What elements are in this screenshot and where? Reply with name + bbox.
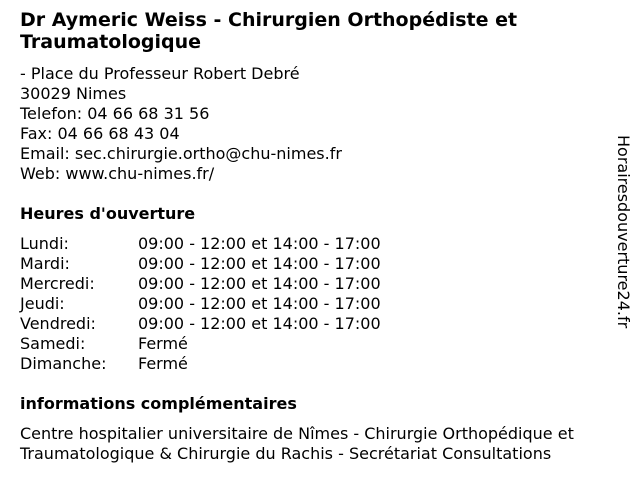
- time-value: 09:00 - 12:00 et 14:00 - 17:00: [138, 274, 381, 293]
- time-value: Fermé: [138, 334, 188, 353]
- time-value: 09:00 - 12:00 et 14:00 - 17:00: [138, 294, 381, 313]
- info-description: Centre hospitalier universitaire de Nîmes - Chirurgie Orthopédique et Traumatologique & Chirurgie du Rachis - Secrétariat Consultations: [20, 424, 574, 463]
- hours-row: [20, 234, 381, 254]
- time-value: Fermé: [138, 354, 188, 373]
- time-value: 09:00 - 12:00 et 14:00 - 17:00: [138, 314, 381, 333]
- phone-number: Telefon: 04 66 68 31 56: [20, 104, 210, 123]
- page-title: Dr Aymeric Weiss - Chirurgien Orthopédiste et Traumatologique: [20, 9, 518, 53]
- day-label: Mercredi:: [20, 274, 95, 293]
- time-value: 09:00 - 12:00 et 14:00 - 17:00: [138, 234, 381, 253]
- hours-row: [20, 294, 381, 314]
- day-label: Mardi:: [20, 254, 70, 273]
- day-label: Vendredi:: [20, 314, 96, 333]
- hours-row: [20, 274, 381, 294]
- time-value: 09:00 - 12:00 et 14:00 - 17:00: [138, 254, 381, 273]
- hours-row: [20, 334, 381, 354]
- day-label: Dimanche:: [20, 354, 107, 373]
- street-address: - Place du Professeur Robert Debré: [20, 64, 300, 83]
- hours-heading: Heures d'ouverture: [20, 204, 196, 223]
- side-watermark: Horairesdouverture24.fr: [614, 135, 633, 329]
- day-label: Jeudi:: [20, 294, 65, 313]
- website: Web: www.chu-nimes.fr/: [20, 164, 215, 183]
- city-postcode: 30029 Nimes: [20, 84, 127, 103]
- fax-number: Fax: 04 66 68 43 04: [20, 124, 180, 143]
- day-label: Lundi:: [20, 234, 69, 253]
- hours-row: [20, 254, 381, 274]
- day-label: Samedi:: [20, 334, 86, 353]
- opening-hours-table: [20, 234, 381, 374]
- hours-row: [20, 354, 381, 374]
- address-block: [20, 64, 342, 184]
- email-address: Email: sec.chirurgie.ortho@chu-nimes.fr: [20, 144, 342, 163]
- info-heading: informations complémentaires: [20, 394, 297, 413]
- hours-row: [20, 314, 381, 334]
